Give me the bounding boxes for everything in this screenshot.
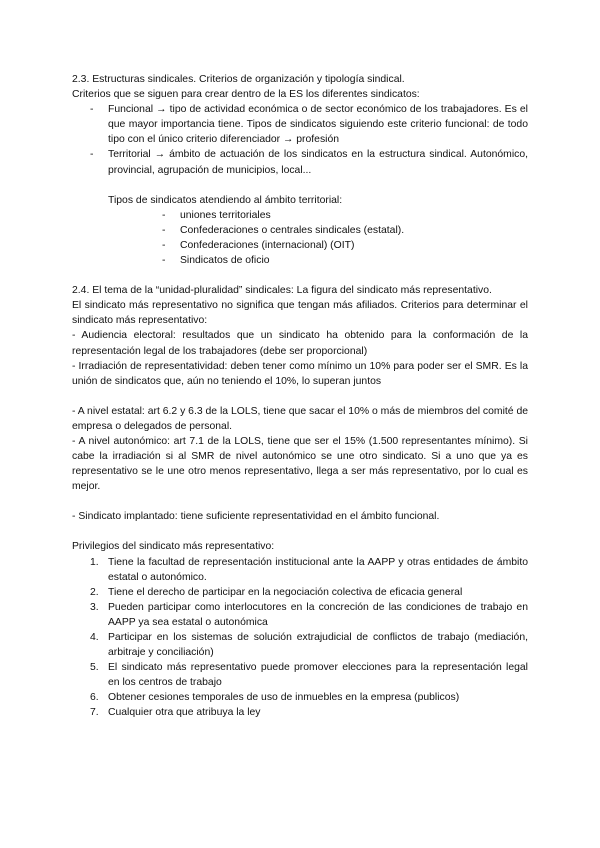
- document-page: [72, 72, 528, 721]
- privilege-item: 6. Obtener cesiones temporales de uso de inmuebles en la empresa (publicos): [90, 692, 460, 704]
- privilege-item: 4. Participar en los sistemas de solución extrajudicial de conflictos de trabajo (mediación, arbitraje y conciliación): [90, 632, 528, 659]
- types-intro: Tipos de sindicatos atendiendo al ámbito territorial:: [108, 194, 343, 206]
- section-heading-2-3: 2.3. Estructuras sindicales. Criterios de organización y tipología sindical.: [72, 74, 405, 85]
- types-item: - Sindicatos de oficio: [162, 253, 528, 268]
- paragraph: El sindicato más representativo no significa que tengan más afiliados. Criterios para determinar el sindicato más representativo:: [72, 300, 528, 327]
- privileges-intro: Privilegios del sindicato más representativo:: [72, 541, 275, 553]
- paragraph: - A nivel estatal: art 6.2 y 6.3 de la LOLS, tiene que sacar el 10% o más de miembros del comité de empresa o delegados de personal.: [72, 405, 528, 432]
- paragraph: - Audiencia electoral: resultados que un sindicato ha obtenido para la conformación de la representación legal de los trabajadores (debe ser proporcional): [72, 330, 528, 357]
- criteria-item-funcional: - Funcional → tipo de actividad económica o de sector económico de los trabajadores. Es el que mayor importancia tiene. Tipos de sindicatos siguiendo este criterio funcional: de todo tipo con el único criterio diferenciador → profesión: [72, 102, 528, 147]
- paragraph: - Sindicato implantado: tiene suficiente representatividad en el ámbito funcional.: [72, 511, 440, 523]
- section-heading-2-4: 2.4. El tema de la “unidad-pluralidad” sindicales: La figura del sindicato más representativo.: [72, 285, 492, 297]
- privilege-item: 5. El sindicato más representativo puede promover elecciones para la representación legal en los centros de trabajo: [90, 662, 528, 689]
- criteria-intro: Criterios que se siguen para crear dentro de la ES los diferentes sindicatos:: [72, 89, 420, 101]
- criteria-list: [72, 102, 528, 177]
- criteria-item-territorial: - Territorial → ámbito de actuación de los sindicatos en la estructura sindical. Autonómico, provincial, agrupación de municipios, local...: [72, 147, 528, 177]
- privilege-item: 1. Tiene la facultad de representación institucional ante la AAPP y otras entidades de ámbito estatal o autonómico.: [90, 556, 528, 583]
- privilege-item: 3. Pueden participar como interlocutores en la concreción de las condiciones de trabajo en AAPP ya sea estatal o autonómica: [90, 601, 528, 628]
- privileges-list: [72, 555, 528, 721]
- types-item: - Confederaciones (internacional) (OIT): [162, 238, 528, 253]
- types-item: - Confederaciones o centrales sindicales (estatal).: [162, 223, 528, 238]
- types-list: [72, 208, 528, 268]
- privilege-item: 2. Tiene el derecho de participar en la negociación colectiva de eficacia general: [90, 586, 463, 598]
- types-item: - uniones territoriales: [162, 208, 528, 223]
- paragraph: - Irradiación de representatividad: deben tener como mínimo un 10% para poder ser el SMR. Es la unión de sindicatos que, aún no teniendo el 10%, lo superan juntos: [72, 360, 528, 387]
- privilege-item: 7. Cualquier otra que atribuya la ley: [90, 707, 261, 719]
- paragraph: - A nivel autonómico: art 7.1 de la LOLS, tiene que ser el 15% (1.500 representantes mínimo). Si cabe la irradiación si al SMR de nivel autonómico se une otro sindicato. Si a uno que ya es representativo se le une otro menos representativo, llega a ser más representativo, por lo cual es mejor.: [72, 435, 528, 493]
